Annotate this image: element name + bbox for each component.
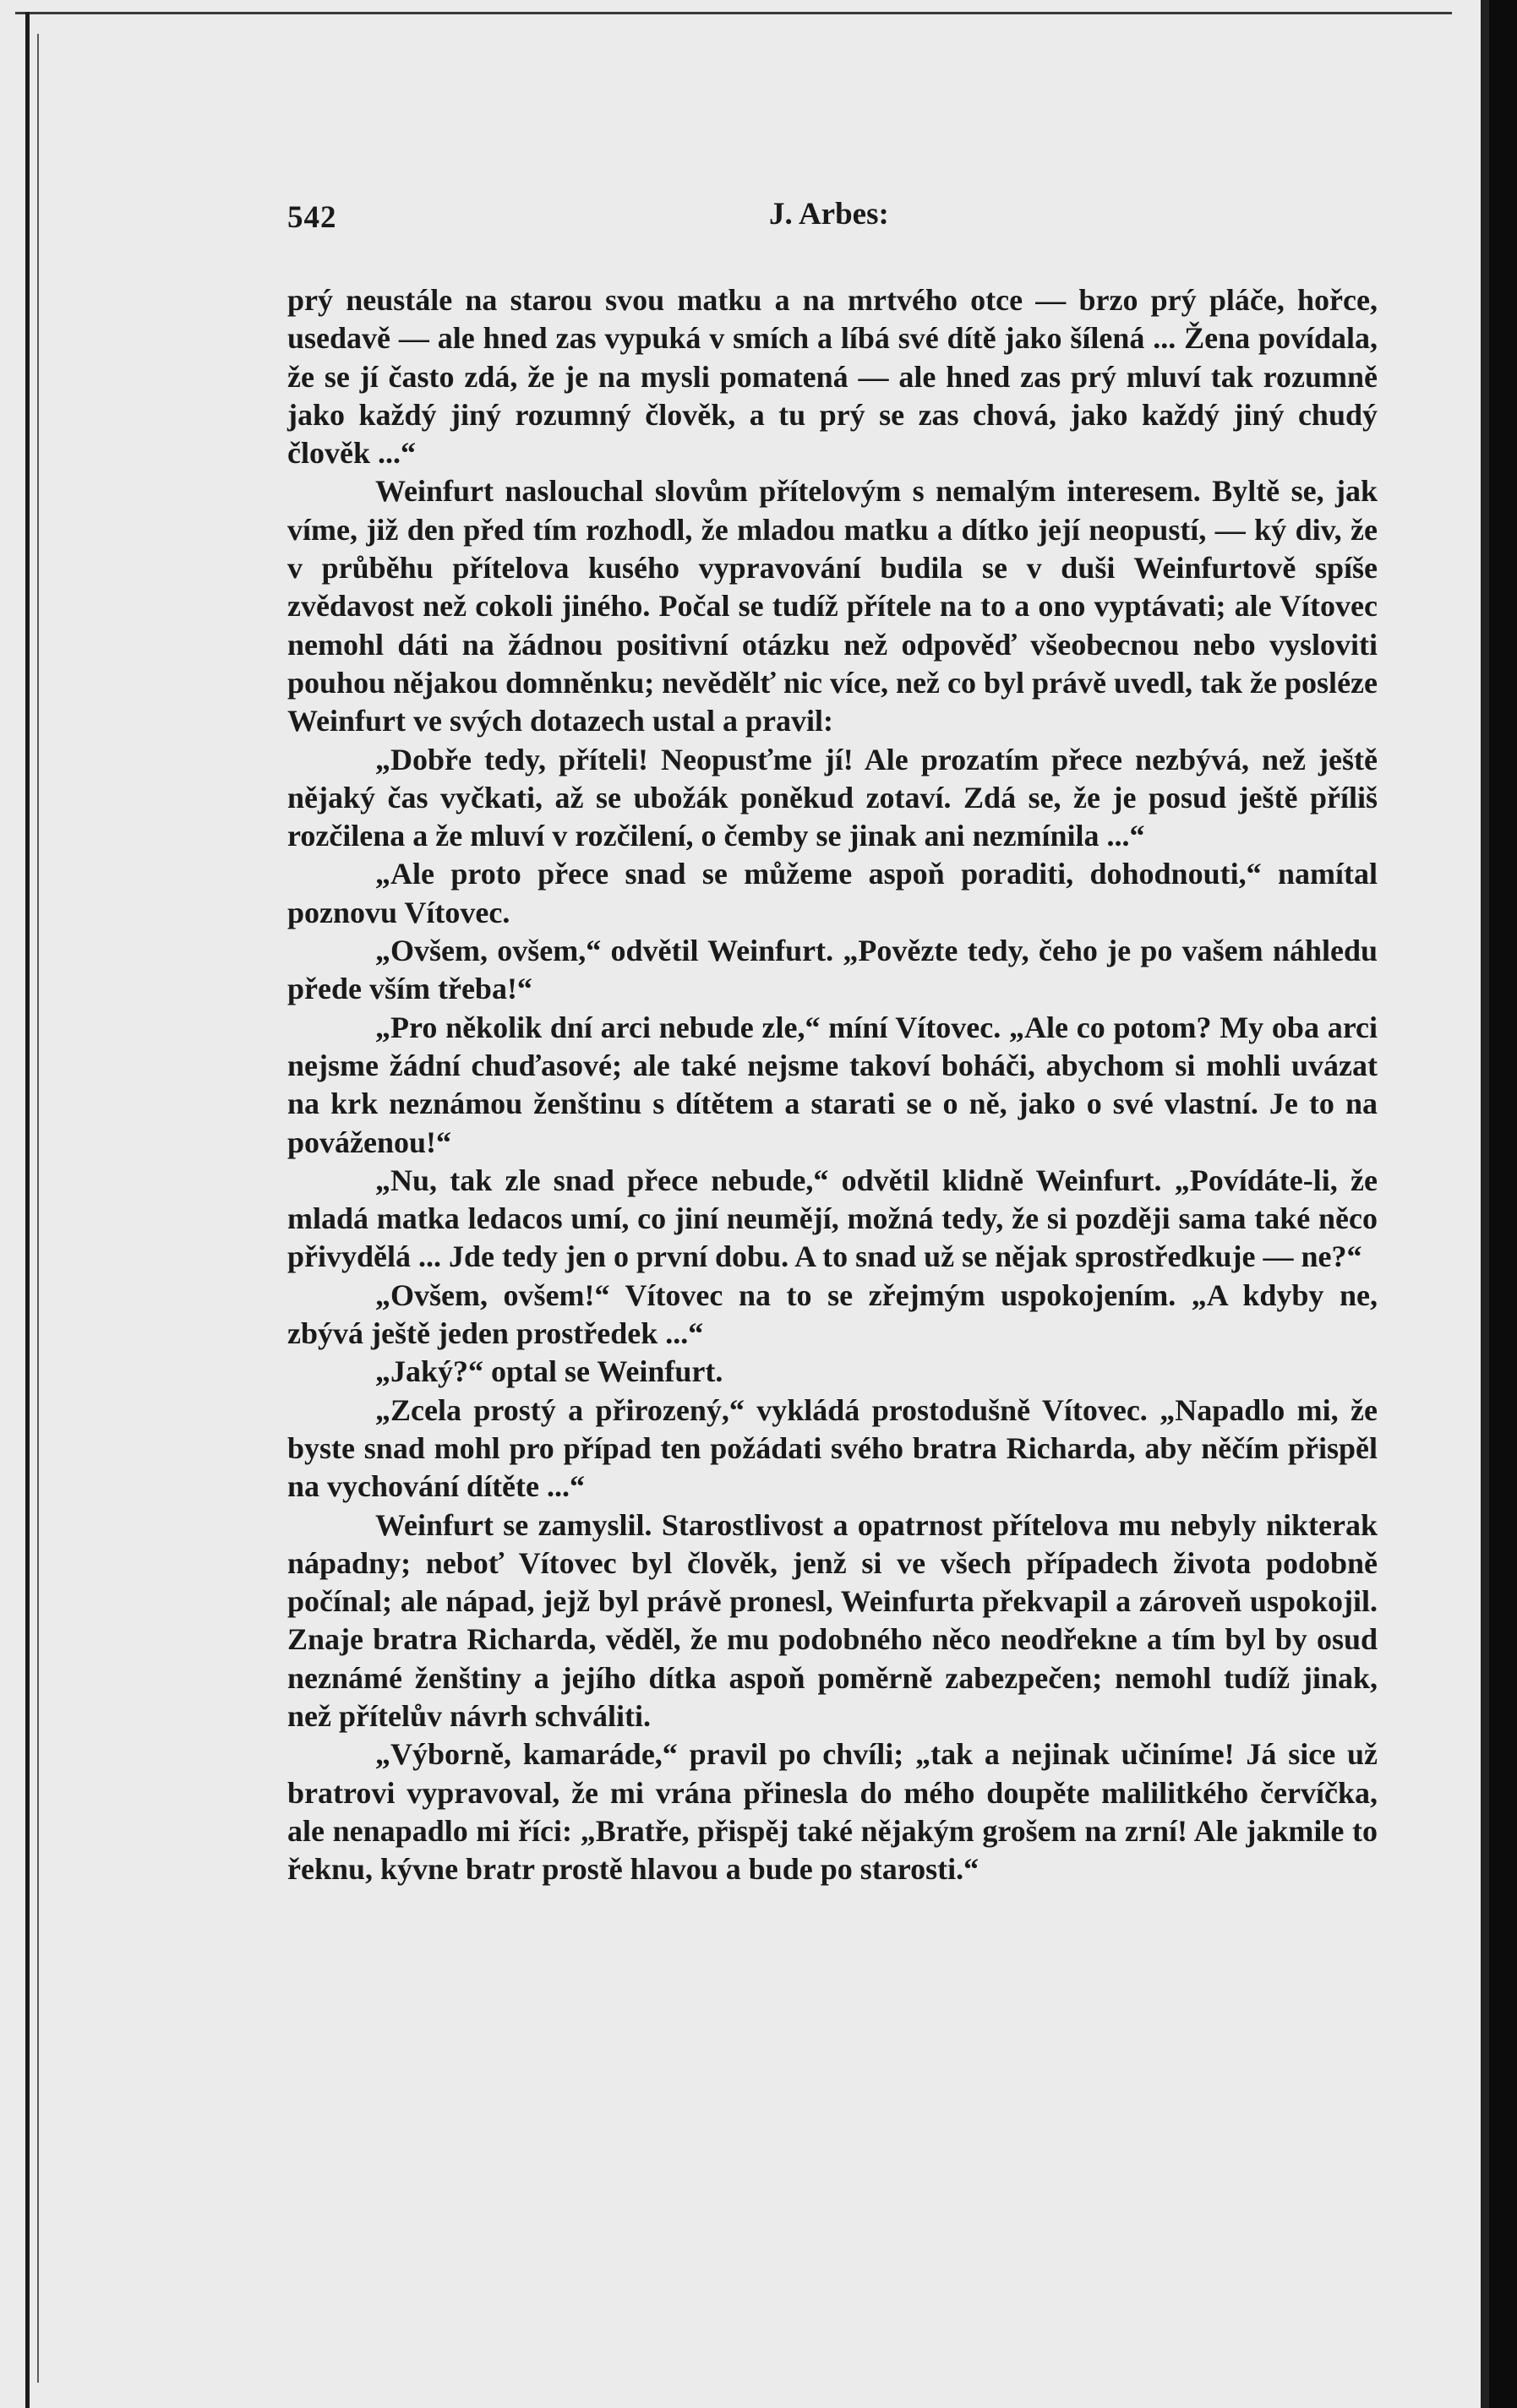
paragraph: „Zcela prostý a přirozený,“ vykládá prostodušně Vítovec. „Napadlo mi, že byste snad mohl pro případ ten požádati svého bratra Richarda, aby něčím přispěl na vychování dítěte ...“ [287,1392,1378,1504]
paragraph: „Ovšem, ovšem,“ odvětil Weinfurt. „Povězte tedy, čeho je po vašem náhledu přede vším třeba!“ [287,934,1378,1006]
scan-edge-right-inner [1481,0,1489,2408]
paragraph: „Ale proto přece snad se můžeme aspoň poraditi, dohodnouti,“ namítal poznovu Vítovec. [287,857,1378,929]
scan-edge-right [1489,0,1517,2408]
page-number: 542 [287,200,337,235]
scan-edge-left-inner [37,34,39,2383]
paragraph: Weinfurt naslouchal slovům přítelovým s nemalým interesem. Byltě se, jak víme, již den před tím rozhodl, že mladou matku a dítko její neopustí, — ký div, že v průběhu přítelova kusého vypravování budila se v duši Weinfurtově spíše zvědavost než cokoli jiného. Počal se tudíž přítele na to a ono vyptávati; ale Vítovec nemohl dáti na žádnou positivní otázku než odpověď všeobecnou nebo vysloviti pouhou nějakou domněnku; nevědělť nic více, než co byl právě uvedl, tak že posléze Weinfurt ve svých dotazech ustal a pravil: [287,474,1378,738]
paragraph: „Jaký?“ optal se Weinfurt. [375,1354,723,1389]
running-head [287,193,1378,243]
paragraph: „Nu, tak zle snad přece nebude,“ odvětil klidně Weinfurt. „Povídáte-li, že mladá matka ledacos umí, co jiní neumějí, možná tedy, že si později sama také něco přivydělá ... Jde tedy jen o první dobu. A to snad už se nějak sprostředkuje — ne?“ [287,1163,1378,1274]
paragraph: „Ovšem, ovšem!“ Vítovec na to se zřejmým uspokojením. „A kdyby ne, zbývá ještě jeden prostředek ...“ [287,1278,1378,1351]
paragraph: prý neustále na starou svou matku a na mrtvého otce — brzo prý pláče, hořce, usedavě — ale hned zas vypuká v smích a líbá své dítě jako šílená ... Žena povídala, že se jí často zdá, že je na mysli pomatená — ale hned zas prý mluví tak rozumně jako každý jiný rozumný člověk, a tu prý se zas chová, jako každý jiný chudý člověk ...“ [287,283,1378,471]
running-title: J. Arbes: [769,197,889,232]
paragraph: „Dobře tedy, příteli! Neopusťme jí! Ale prozatím přece nezbývá, než ještě nějaký čas vyčkati, až se ubožák poněkud zotaví. Zdá se, že je posud ještě příliš rozčilena a že mluví v rozčilení, o čemby se jinak ani nezmínila ...“ [287,742,1378,853]
scan-edge-top [15,12,1452,14]
scan-edge-left [25,12,30,2408]
paragraph: Weinfurt se zamyslil. Starostlivost a opatrnost přítelova mu nebyly nikterak nápadny; neboť Vítovec byl člověk, jenž si ve všech případech života podobně počínal; ale nápad, jejž byl právě pronesl, Weinfurta překvapil a zároveň uspokojil. Znaje bratra Richarda, věděl, že mu podobného něco neodřekne a tím byl by osud neznámé ženštiny a jejího dítka aspoň poměrně zabezpečen; nemohl tudíž jinak, než přítelův návrh schváliti. [287,1507,1378,1733]
paragraph: „Pro několik dní arci nebude zle,“ míní Vítovec. „Ale co potom? My oba arci nejsme žádní chuďasové; ale také nejsme takoví boháči, abychom si mohli uvázat na krk neznámou ženštinu s dítětem a starati se o ně, jako o své vlastní. Je to na pováženou!“ [287,1010,1378,1159]
paragraph: „Výborně, kamaráde,“ pravil po chvíli; „tak a nejinak učiníme! Já sice už bratrovi vypravoval, že mi vrána přinesla do mého doupěte malilitkého červíčka, ale nenapadlo mi říci: „Bratře, přispěj také nějakým grošem na zrní! Ale jakmile to řeknu, kývne bratr prostě hlavou a bude po starosti.“ [287,1737,1378,1887]
body-text [287,281,1378,1888]
